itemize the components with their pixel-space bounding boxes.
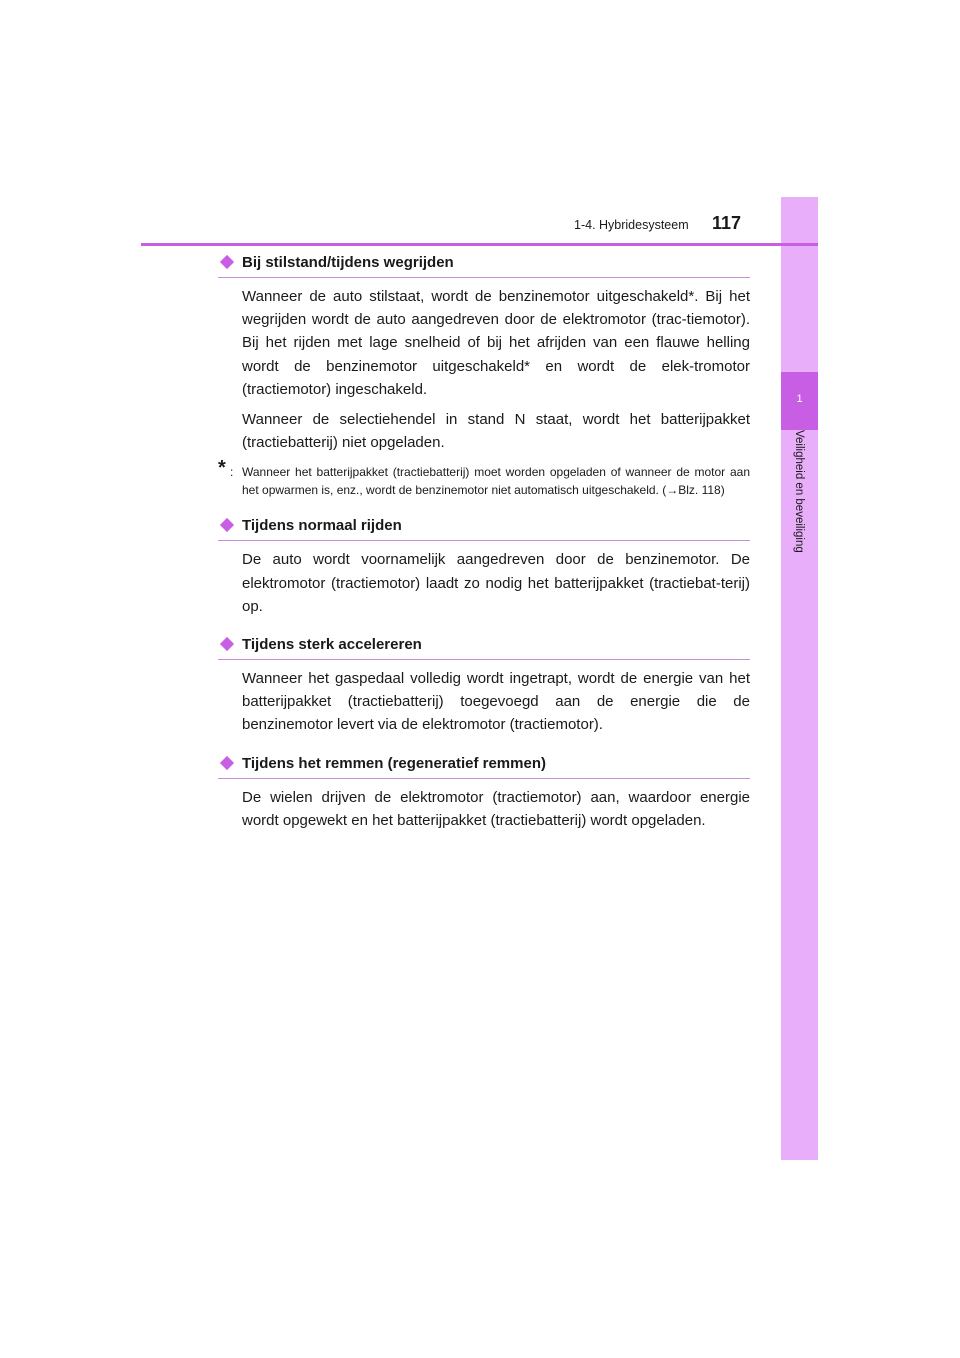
paragraph: Wanneer de selectiehendel in stand N staat, wordt het batterijpakket (tractiebatterij) niet opgeladen. <box>242 411 750 452</box>
paragraph: Wanneer de auto stilstaat, wordt de benzinemotor uitgeschakeld*. Bij het wegrijden wordt de auto aangedreven door de elektromotor (trac-tiemotor). Bij het rijden met lage snelheid of bij het afrijden van een flauwe helling wordt de benzinemotor uitgeschakeld* en wordt de elek-tromotor (tractiemotor) ingeschakeld. <box>242 288 750 398</box>
diamond-bullet-icon <box>220 637 234 651</box>
heading-text: Tijdens normaal rijden <box>242 517 402 535</box>
section-heading <box>218 630 750 660</box>
chapter-number: 1 <box>781 372 818 430</box>
header-rule <box>141 243 818 246</box>
section-title: 1-4. Hybridesysteem <box>574 218 689 232</box>
heading-text: Tijdens sterk accelereren <box>242 636 422 654</box>
diamond-bullet-icon <box>220 756 234 770</box>
page-content <box>218 248 750 832</box>
paragraph: Wanneer het gaspedaal volledig wordt ingetrapt, wordt de energie van het batterijpakket (tractiebatterij) toegevoegd aan de energie die de benzinemotor levert via de elektromotor (tractiemotor). <box>242 670 750 734</box>
paragraph: De wielen drijven de elektromotor (tractiemotor) aan, waardoor energie wordt opgewekt en het batterijpakket (tractiebatterij) wordt opgeladen. <box>242 788 750 829</box>
footnote-text: Wanneer het batterijpakket (tractiebatterij) moet worden opgeladen of wanneer de motor aan het opwarmen is, enz., wordt de benzinemotor niet automatisch uitgeschakeld. (→Blz. 118) <box>242 465 750 497</box>
chapter-title: Veiligheid en beveiliging <box>793 430 805 553</box>
diamond-bullet-icon <box>220 255 234 269</box>
section-heading <box>218 511 750 541</box>
section-heading <box>218 248 750 278</box>
footnote-mark: * <box>218 457 226 480</box>
paragraph: De auto wordt voornamelijk aangedreven door de benzinemotor. De elektromotor (tractiemotor) laadt zo nodig het batterijpakket (tractiebat-terij) op. <box>242 551 750 615</box>
section-heading <box>218 749 750 779</box>
footnote <box>218 457 750 499</box>
heading-text: Bij stilstand/tijdens wegrijden <box>242 254 454 271</box>
page-number: 117 <box>712 213 742 233</box>
diamond-bullet-icon <box>220 518 234 532</box>
footnote-colon: : <box>230 465 234 480</box>
heading-text: Tijdens het remmen (regeneratief remmen) <box>242 754 546 772</box>
side-tab <box>781 197 818 1160</box>
